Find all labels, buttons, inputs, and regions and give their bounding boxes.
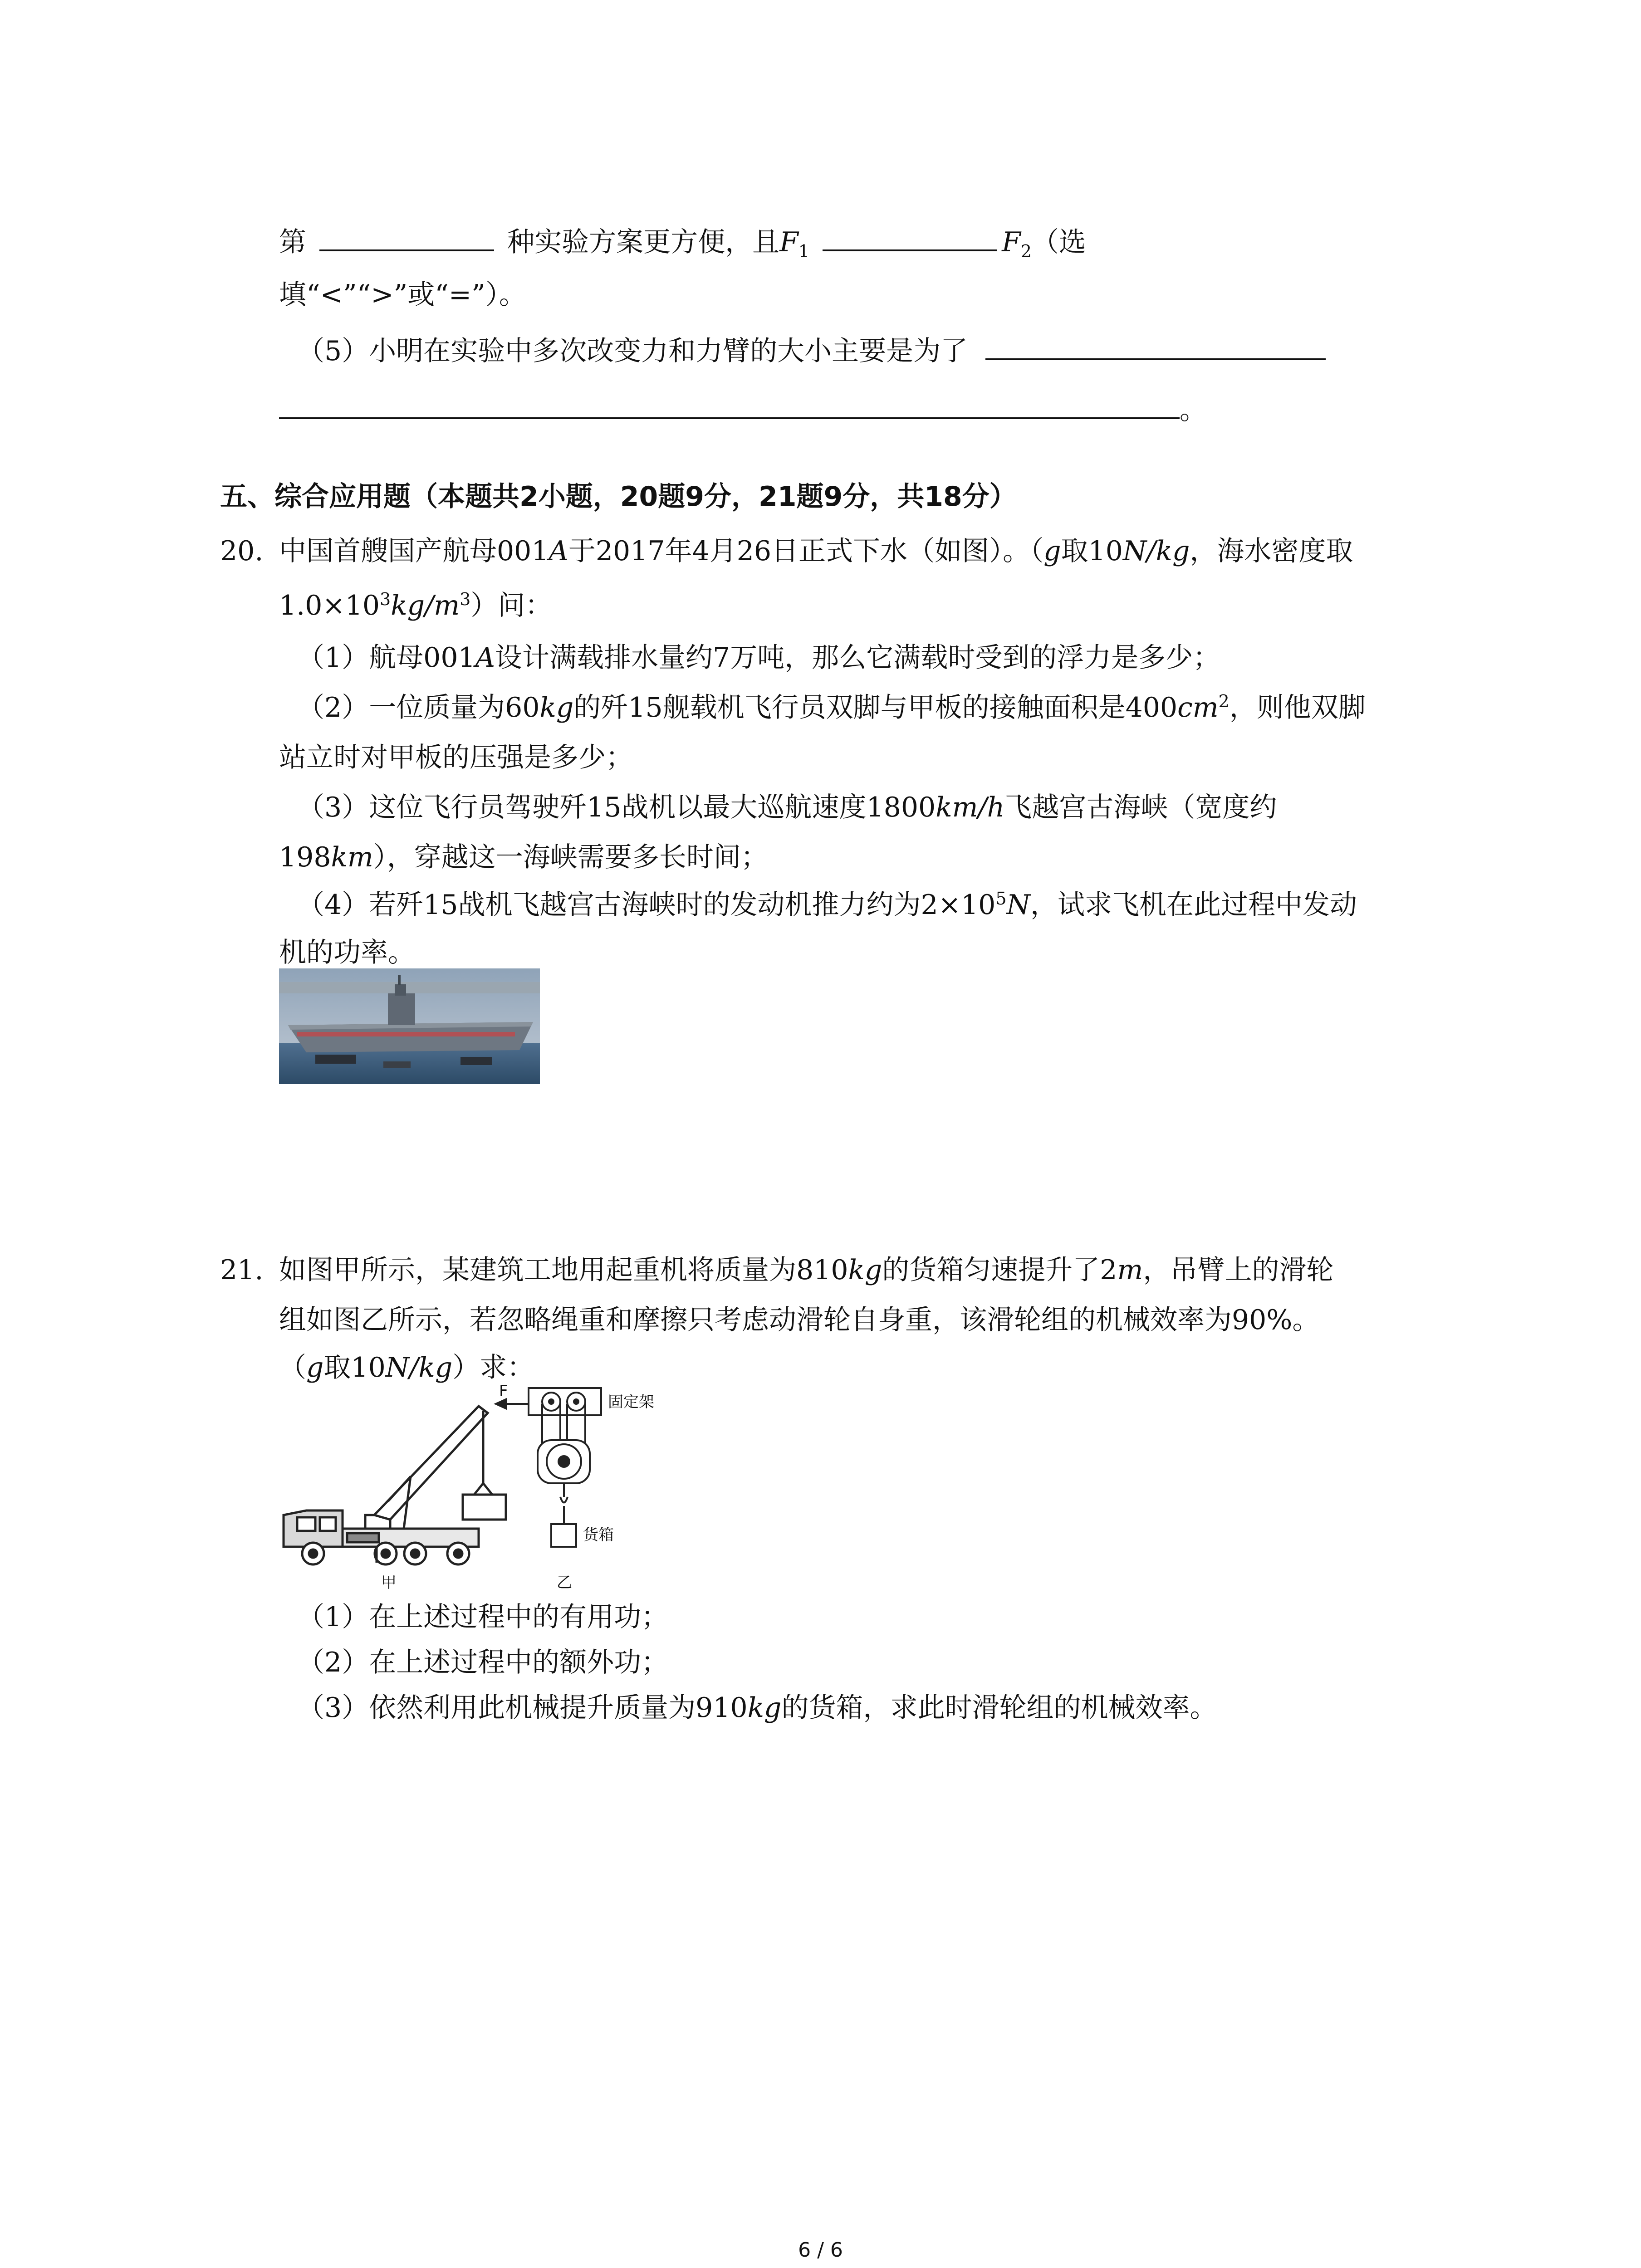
fixed-frame-label: 固定架	[608, 1393, 654, 1411]
text: 第	[279, 226, 306, 258]
q20-part3-line2	[279, 839, 768, 875]
text: ，海水密度取	[1190, 535, 1353, 567]
pulley-system-drawing	[496, 1388, 601, 1547]
text: （3）这位飞行员驾驶歼15战机以最大巡航速度1800	[297, 792, 936, 823]
text: （4）若歼15战机飞越宫古海峡时的发动机推力约为2×10	[297, 889, 996, 921]
unit: cm	[1177, 692, 1219, 723]
question-number: 21.	[220, 1254, 264, 1286]
figure-a-label: 甲	[381, 1574, 397, 1592]
text: ，试求飞机在此过程中发动	[1030, 889, 1357, 921]
unit: N/kg	[385, 1352, 453, 1383]
text: 的货箱，求此时滑轮组的机械效率。	[781, 1692, 1217, 1724]
text: ）问：	[470, 590, 553, 621]
text: 取10	[1061, 535, 1123, 567]
text: （5）小明在实验中多次改变力和力臂的大小主要是为了	[297, 335, 968, 367]
q20-part3	[297, 789, 1277, 826]
unit: kg	[539, 692, 574, 723]
text: 飞越宫古海峡（宽度约	[1004, 792, 1277, 823]
text: 的货箱匀速提升了2	[882, 1254, 1117, 1286]
text: 于2017年4月26日正式下水（如图）。（	[568, 535, 1044, 567]
q20-part2	[297, 689, 1366, 726]
superscript: 2	[1218, 691, 1230, 711]
subscript: 1	[798, 241, 809, 261]
q20-part1	[297, 640, 1220, 676]
text: 设计满载排水量约7万吨，那么它满载时受到的浮力是多少；	[495, 642, 1220, 674]
text: （	[279, 1352, 306, 1383]
unit: kg/m	[391, 590, 460, 621]
q20-part2-line2: 站立时对甲板的压强是多少；	[279, 742, 633, 773]
q20-part4	[297, 887, 1357, 923]
text: ）求：	[452, 1352, 534, 1383]
superscript: 5	[995, 889, 1007, 909]
q20-stem-line2	[279, 587, 552, 624]
text: 如图甲所示，某建筑工地用起重机将质量为810	[279, 1254, 848, 1286]
text: ，则他双脚	[1229, 692, 1366, 723]
text: 取10	[323, 1352, 386, 1383]
unit: km	[331, 841, 373, 873]
unit: N/kg	[1122, 535, 1190, 567]
text: 198	[279, 841, 331, 873]
page-number: 6 / 6	[798, 2239, 843, 2262]
answer-blank-3[interactable]	[985, 331, 1326, 360]
crane-pulley-figure	[279, 1379, 710, 1606]
symbol: A	[549, 535, 568, 567]
text: 中国首艘国产航母001	[279, 535, 549, 567]
text: ），穿越这一海峡需要多长时间；	[373, 841, 768, 873]
unit: m	[1117, 1254, 1143, 1286]
symbol: A	[475, 642, 495, 674]
unit: N	[1006, 889, 1031, 921]
q21-part1: （1）在上述过程中的有用功；	[297, 1601, 669, 1633]
q20-part4-line2: 机的功率。	[279, 937, 415, 968]
q19-line3	[297, 331, 1326, 369]
text: 的歼15舰载机飞行员双脚与甲板的接触面积是400	[573, 692, 1178, 723]
superscript: 3	[460, 589, 471, 609]
text: 种实验方案更方便，且	[507, 226, 780, 258]
subscript: 2	[1020, 241, 1032, 261]
q19-line2: 填“<”“>”或“=”）。	[279, 279, 526, 311]
force-label: F	[499, 1382, 508, 1400]
symbol-f: F	[779, 226, 798, 258]
symbol-f: F	[1002, 226, 1021, 258]
unit: km/h	[936, 792, 1005, 823]
answer-blank-4[interactable]	[279, 390, 1180, 419]
q21-part2: （2）在上述过程中的额外功；	[297, 1647, 669, 1678]
q19-line1	[279, 222, 1086, 260]
q21-stem-line2: 组如图乙所示，若忽略绳重和摩擦只考虑动滑轮自身重，该滑轮组的机械效率为90%。	[279, 1304, 1320, 1336]
box-label: 货箱	[583, 1526, 614, 1544]
text: （1）航母001	[297, 642, 475, 674]
q19-line4	[279, 390, 1207, 428]
crane-truck-drawing	[284, 1406, 506, 1564]
superscript: 3	[380, 589, 391, 609]
aircraft-carrier-photo	[279, 968, 540, 1084]
q21-part3	[297, 1690, 1217, 1726]
text: （选	[1031, 226, 1086, 258]
text: 1.0×10	[279, 590, 380, 621]
text: （3）依然利用此机械提升质量为910	[297, 1692, 748, 1724]
unit: kg	[747, 1692, 782, 1724]
question-number: 20.	[220, 535, 264, 567]
section-heading: 五、综合应用题（本题共2小题，20题9分，21题9分，共18分）	[220, 481, 1017, 513]
text: ，吊臂上的滑轮	[1143, 1254, 1334, 1286]
text: （2）一位质量为60	[297, 692, 540, 723]
symbol: g	[306, 1352, 324, 1383]
carrier-illustration	[279, 968, 540, 1084]
symbol: g	[1043, 535, 1061, 567]
figure-b-label: 乙	[557, 1574, 572, 1592]
answer-blank-1[interactable]	[319, 222, 494, 251]
answer-blank-2[interactable]	[823, 222, 997, 251]
q20-stem-line1	[279, 533, 1353, 569]
q21-stem-line1	[279, 1252, 1333, 1288]
unit: kg	[848, 1254, 882, 1286]
text: 。	[1180, 394, 1207, 426]
